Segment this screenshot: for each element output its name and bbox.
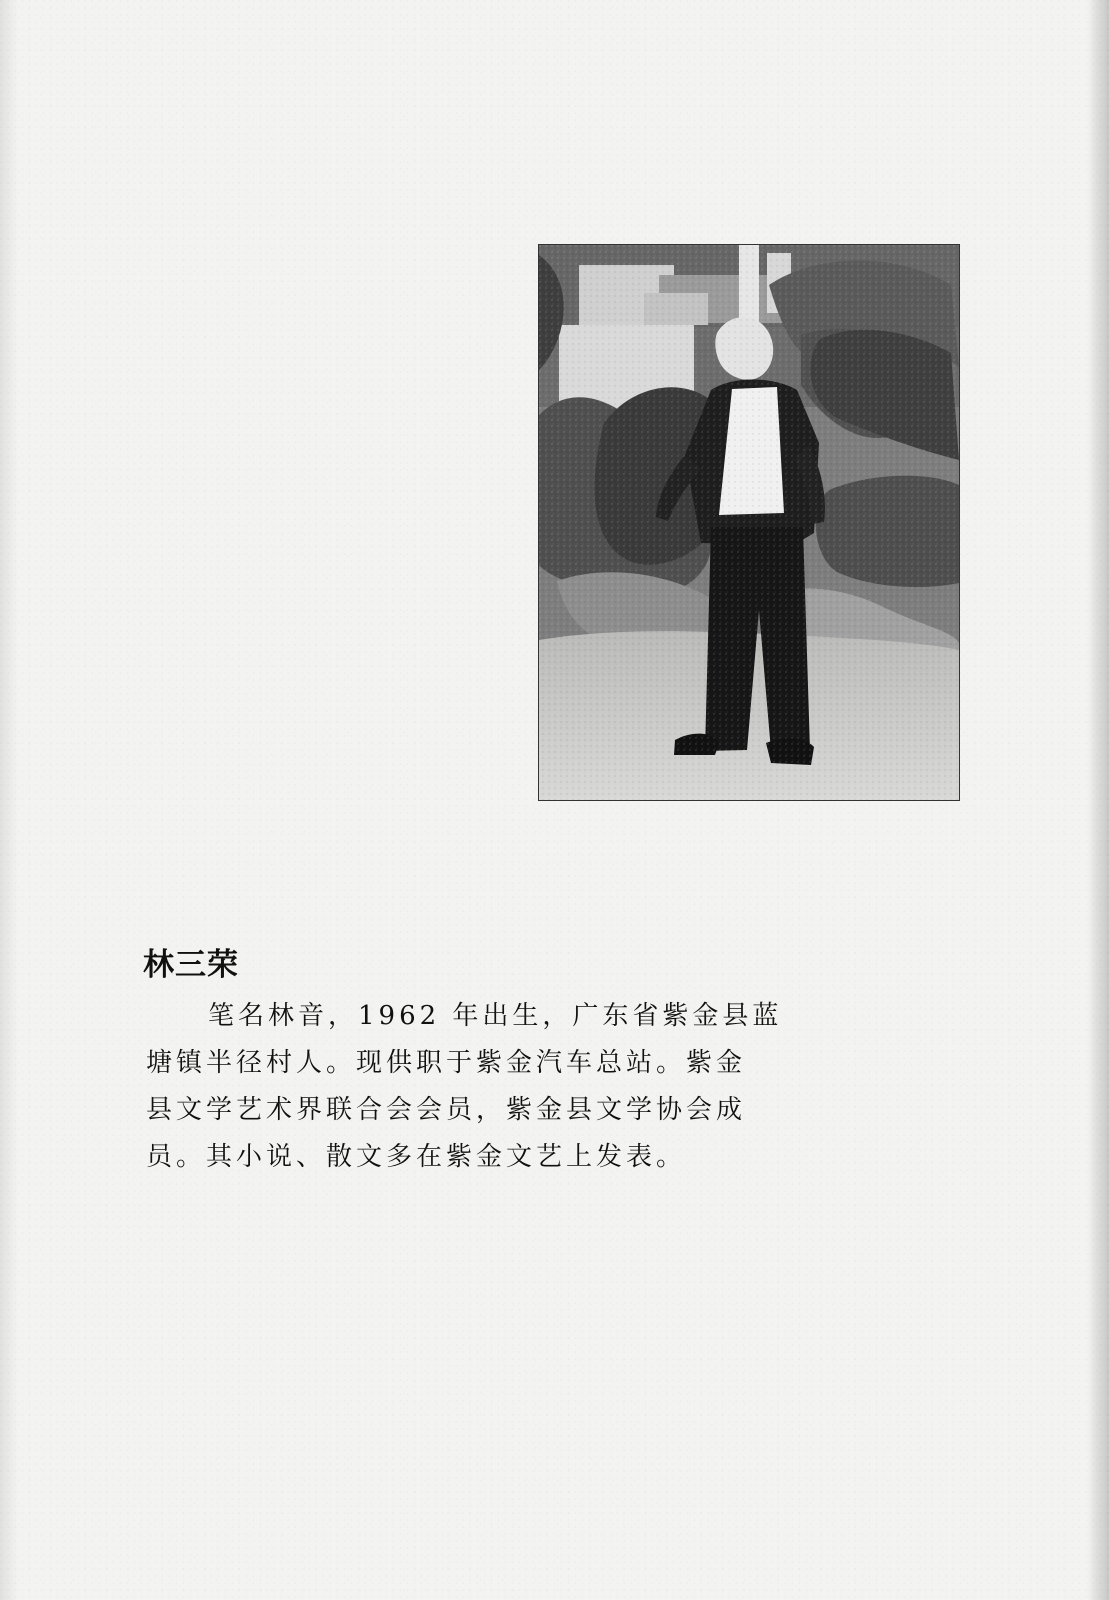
bio-line-3: 县文学艺术界联合会会员，紫金县文学协会成	[146, 1095, 747, 1125]
page-left-shadow	[0, 0, 18, 1600]
page-right-scan-edge	[1087, 0, 1109, 1600]
author-name: 林三荣	[143, 947, 239, 983]
author-biography	[146, 993, 783, 1181]
bio-line-1: 笔名林音，1962 年出生，广东省紫金县蓝	[208, 1001, 783, 1031]
bio-line-2: 塘镇半径村人。现供职于紫金汽车总站。紫金	[146, 1048, 747, 1078]
portrait-photo	[538, 244, 960, 801]
bio-line-4: 员。其小说、散文多在紫金文艺上发表。	[146, 1142, 687, 1172]
portrait-photo-icon	[539, 245, 959, 800]
